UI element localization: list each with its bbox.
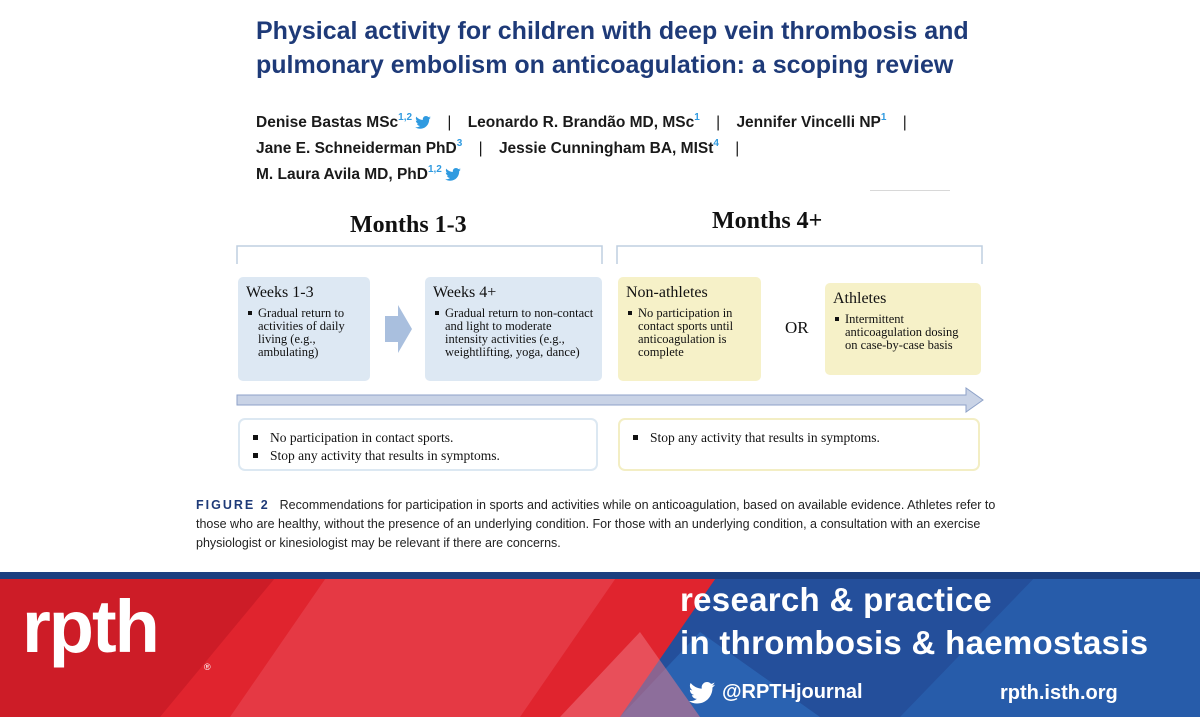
list-item: Gradual return to non-contact and light to moderate intensity activities (e.g., weightlifting, yoga, dance) xyxy=(445,306,594,359)
weeks-4-plus-title: Weeks 4+ xyxy=(433,284,497,301)
author-affiliation: 1 xyxy=(694,112,700,123)
months-1-3-bracket xyxy=(237,246,602,264)
article-title-line-2: pulmonary embolism on anticoagulation: a scoping review xyxy=(256,51,954,79)
author-name: M. Laura Avila MD, PhD xyxy=(256,166,428,183)
journal-name-line-1: research & practice xyxy=(680,581,993,618)
twitter-bird-icon[interactable] xyxy=(688,682,716,704)
timeline-arrow xyxy=(237,388,983,412)
author-name: Denise Bastas MSc xyxy=(256,114,399,131)
athletes-title: Athletes xyxy=(833,290,887,307)
months-1-3-heading: Months 1-3 xyxy=(350,212,467,238)
list-item: No participation in contact sports until anticoagulation is complete xyxy=(638,307,753,359)
or-label: OR xyxy=(785,318,809,337)
months-4-plus-heading: Months 4+ xyxy=(712,208,823,234)
weeks-1-3-box xyxy=(238,277,370,381)
months-4-plus-note-list xyxy=(620,429,978,447)
non-athletes-list xyxy=(626,307,753,359)
rpth-logo: rpth xyxy=(22,585,158,668)
author-name: Jane E. Schneiderman PhD xyxy=(256,140,457,157)
author-name: Jennifer Vincelli NP xyxy=(736,114,881,131)
author-affiliation: 4 xyxy=(713,138,719,149)
list-item: Stop any activity that results in symptoms. xyxy=(650,429,978,447)
right-arrow-icon xyxy=(385,305,412,353)
months-1-3-note xyxy=(238,418,598,471)
months-4-plus-bracket xyxy=(617,246,982,264)
author-affiliation: 1,2 xyxy=(427,164,442,175)
non-athletes-box xyxy=(618,277,761,381)
months-1-3-note-list xyxy=(240,429,596,465)
non-athletes-title: Non-athletes xyxy=(626,284,708,301)
weeks-1-3-list xyxy=(246,307,362,359)
athletes-list xyxy=(833,313,973,352)
twitter-handle-link[interactable]: @RPTHjournal xyxy=(722,681,863,703)
registered-mark: ® xyxy=(204,662,211,672)
journal-name xyxy=(680,578,1148,664)
figure-label: FIGURE 2 xyxy=(196,498,270,512)
list-item: Intermittent anticoagulation dosing on case-by-case basis xyxy=(845,313,973,352)
list-item: No participation in contact sports. xyxy=(270,429,596,447)
author-separator: | xyxy=(447,114,452,131)
weeks-1-3-title: Weeks 1-3 xyxy=(246,284,314,301)
caption-text: Recommendations for participation in sports and activities while on anticoagulation, based on available evidence. Athletes refer to those who are healthy, without the presence of an underlying condition. For those with an underlying condition, a consultation with an exercise physiologist or kinesiologist may be relevant if there are concerns. xyxy=(196,498,996,550)
author-affiliation: 3 xyxy=(456,138,463,149)
article-title-line-1: Physical activity for children with deep vein thrombosis and xyxy=(256,17,969,45)
journal-name-line-2: in thrombosis & haemostasis xyxy=(680,624,1149,661)
list-item: Stop any activity that results in symptoms. xyxy=(270,447,596,465)
weeks-4-plus-list xyxy=(433,307,594,359)
author-separator: | xyxy=(735,140,740,157)
journal-banner xyxy=(0,572,1200,717)
author-separator: | xyxy=(902,114,907,131)
list-item: Gradual return to activities of daily living (e.g., ambulating) xyxy=(258,307,362,359)
journal-url-link[interactable]: rpth.isth.org xyxy=(1000,682,1118,704)
author-affiliation: 1 xyxy=(880,112,887,123)
author-name: Leonardo R. Brandão MD, MSc xyxy=(467,114,695,131)
weeks-4-plus-box xyxy=(425,277,602,381)
figure-caption xyxy=(196,496,1026,553)
months-4-plus-note xyxy=(618,418,980,471)
author-separator: | xyxy=(716,114,721,131)
athletes-box xyxy=(825,283,981,375)
author-name: Jessie Cunningham BA, MISt xyxy=(498,140,714,157)
author-affiliation: 1,2 xyxy=(398,112,413,123)
author-separator: | xyxy=(478,140,483,157)
